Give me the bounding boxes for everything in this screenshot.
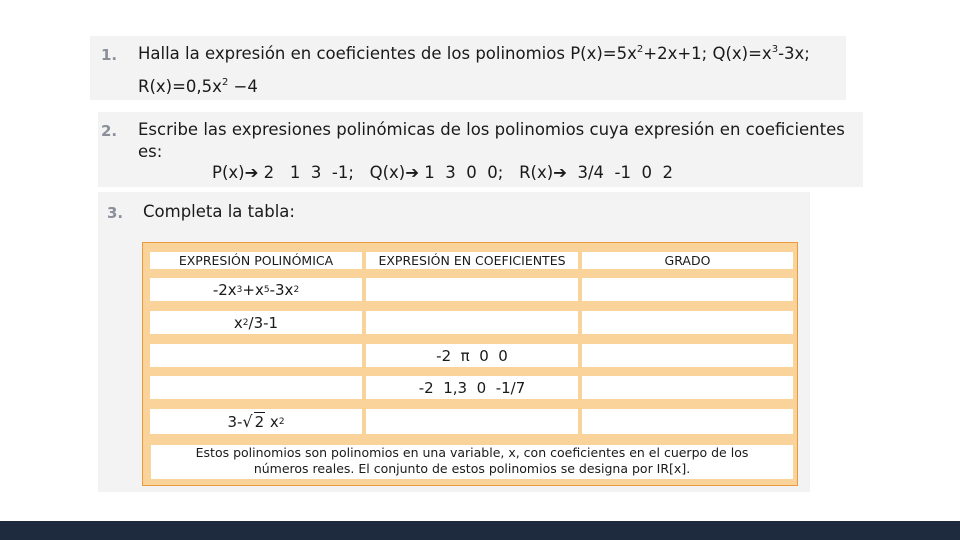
exercise-3-text: Completa la tabla: [143, 202, 295, 221]
footer-bar [0, 521, 960, 540]
row-4-grado[interactable] [582, 376, 793, 399]
row-3-expresion[interactable] [150, 344, 362, 367]
polynomial-table [142, 242, 798, 486]
row-1-grado[interactable] [582, 278, 793, 301]
row-2-grado[interactable] [582, 311, 793, 334]
row-1-coeficientes[interactable] [366, 278, 578, 301]
row-5-coeficientes[interactable] [366, 409, 578, 434]
exercise-1-number: 1. [101, 46, 118, 64]
exercise-1-line-2: $R(x)=0,5x^2 -4$ [138, 77, 258, 96]
exercise-2-line-2: es: [138, 142, 163, 161]
table-note-line-2: números reales. El conjunto de estos polinomios se designa por IR[x]. [253, 461, 691, 476]
row-5-expresion[interactable]: 3- √ 2 x 2 [150, 409, 362, 434]
row-1-expresion[interactable]: -2x 3 +x 5 -3x 2 [150, 278, 362, 301]
row-2-coeficientes[interactable] [366, 311, 578, 334]
table-note [151, 445, 793, 479]
header-expresion-polinomica: EXPRESIÓN POLINÓMICA [150, 252, 362, 269]
exercise-1-line-1: Halla la expresión en coeficientes de los polinomios $P(x)=5x^2+2x+1$; $Q(x)=x^3-3x$; [138, 44, 810, 63]
row-4-coeficientes[interactable]: -2 1,3 0 -1/7 [366, 376, 578, 399]
row-3-coeficientes[interactable]: -2 π 0 0 [366, 344, 578, 367]
header-expresion-coeficientes: EXPRESIÓN EN COEFICIENTES [366, 252, 578, 269]
row-3-grado[interactable] [582, 344, 793, 367]
row-5-grado[interactable] [582, 409, 793, 434]
square-root-icon: √ [242, 412, 253, 431]
exercise-3-number: 3. [107, 204, 124, 222]
exercise-2-number: 2. [101, 122, 118, 140]
row-4-expresion[interactable] [150, 376, 362, 399]
table-note-line-1: Estos polinomios son polinomios en una variable, x, con coeficientes en el cuerpo de los [195, 445, 749, 460]
exercise-2-line-1: Escribe las expresiones polinómicas de los polinomios cuya expresión en coeficientes [138, 120, 845, 139]
header-grado: GRADO [582, 252, 793, 269]
exercise-2-coefficients: P(x)➔ 2 1 3 -1; Q(x)➔ 1 3 0 0; R(x)➔ 3/4 -1 0 2 [212, 163, 673, 182]
row-2-expresion[interactable]: x 2 /3-1 [150, 311, 362, 334]
